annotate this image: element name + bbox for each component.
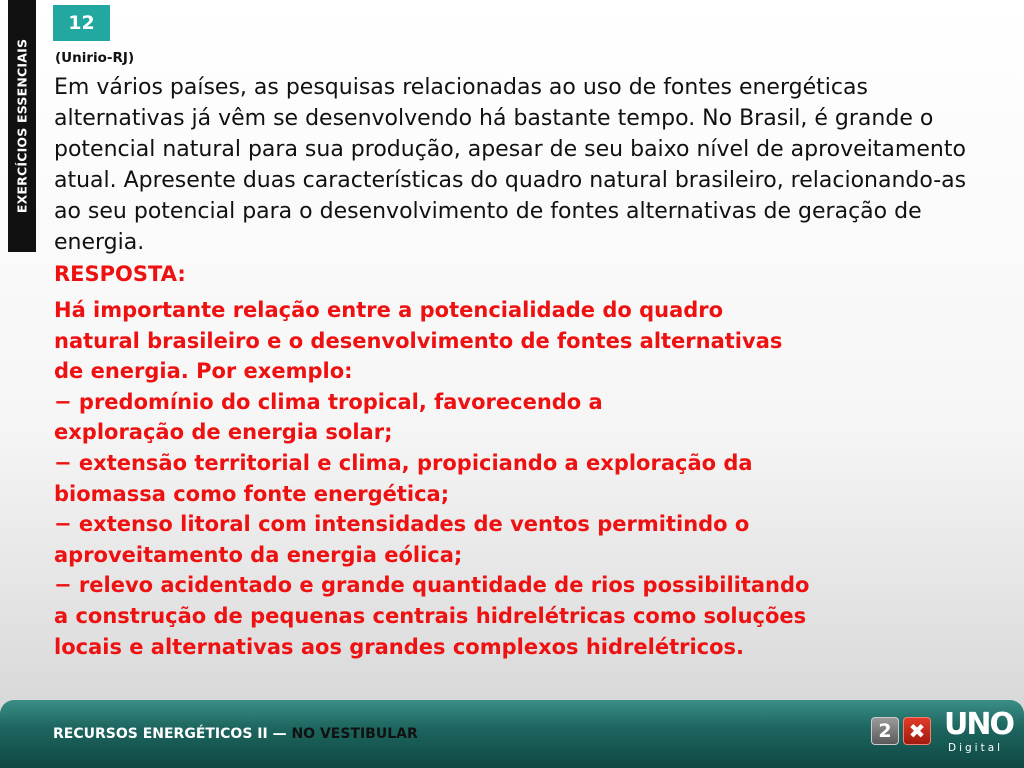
exercise-number-badge: 12 <box>53 5 110 41</box>
answer-line: − extensão territorial e clima, propiciando a exploração da <box>54 450 753 475</box>
answer-line: exploração de energia solar; <box>54 420 393 445</box>
uno-logo-subtext: Digital <box>948 742 1004 754</box>
logo-badge-x: ✖ <box>903 717 931 745</box>
answer-line: natural brasileiro e o desenvolvimento de fontes alternativas <box>54 328 783 353</box>
answer-line: aproveitamento da energia eólica; <box>54 542 463 567</box>
section-side-tab-label: EXERCÍCIOS ESSENCIAIS <box>14 38 30 214</box>
answer-line: a construção de pequenas centrais hidrelétricas como soluções <box>54 603 807 628</box>
answer-text <box>54 295 994 662</box>
section-side-tab <box>8 0 36 252</box>
answer-label: RESPOSTA: <box>54 262 186 286</box>
footer-title <box>53 726 418 742</box>
answer-line: − extenso litoral com intensidades de ventos permitindo o <box>54 512 750 537</box>
logo-badge-two: 2 <box>871 717 899 745</box>
footer-bar <box>0 700 1024 768</box>
footer-title-topic: RECURSOS ENERGÉTICOS II <box>53 726 268 742</box>
answer-line: − predomínio do clima tropical, favorecendo a <box>54 389 603 414</box>
footer-title-context: NO VESTIBULAR <box>291 726 418 742</box>
uno-logo: UNO <box>944 707 1013 742</box>
answer-line: Há importante relação entre a potencialidade do quadro <box>54 298 724 322</box>
answer-line: de energia. Por exemplo: <box>54 359 353 384</box>
answer-line: − relevo acidentado e grande quantidade de rios possibilitando <box>54 573 810 598</box>
question-text: Em vários países, as pesquisas relacionadas ao uso de fontes energéticas alternativas já vêm se desenvolvendo há bastante tempo. No Brasil, é grande o potencial natural para sua produção, apesar de seu baixo nível de aproveitamento atual. Apresente duas características do quadro natural brasileiro, relacionando-as ao seu potencial para o desenvolvimento de fontes alternativas de geração de energia. <box>54 75 967 255</box>
answer-line: locais e alternativas aos grandes complexos hidrelétricos. <box>54 634 745 659</box>
question-source: (Unirio-RJ) <box>55 50 135 66</box>
footer-title-separator: — <box>272 726 287 742</box>
answer-line: biomassa como fonte energética; <box>54 481 450 506</box>
